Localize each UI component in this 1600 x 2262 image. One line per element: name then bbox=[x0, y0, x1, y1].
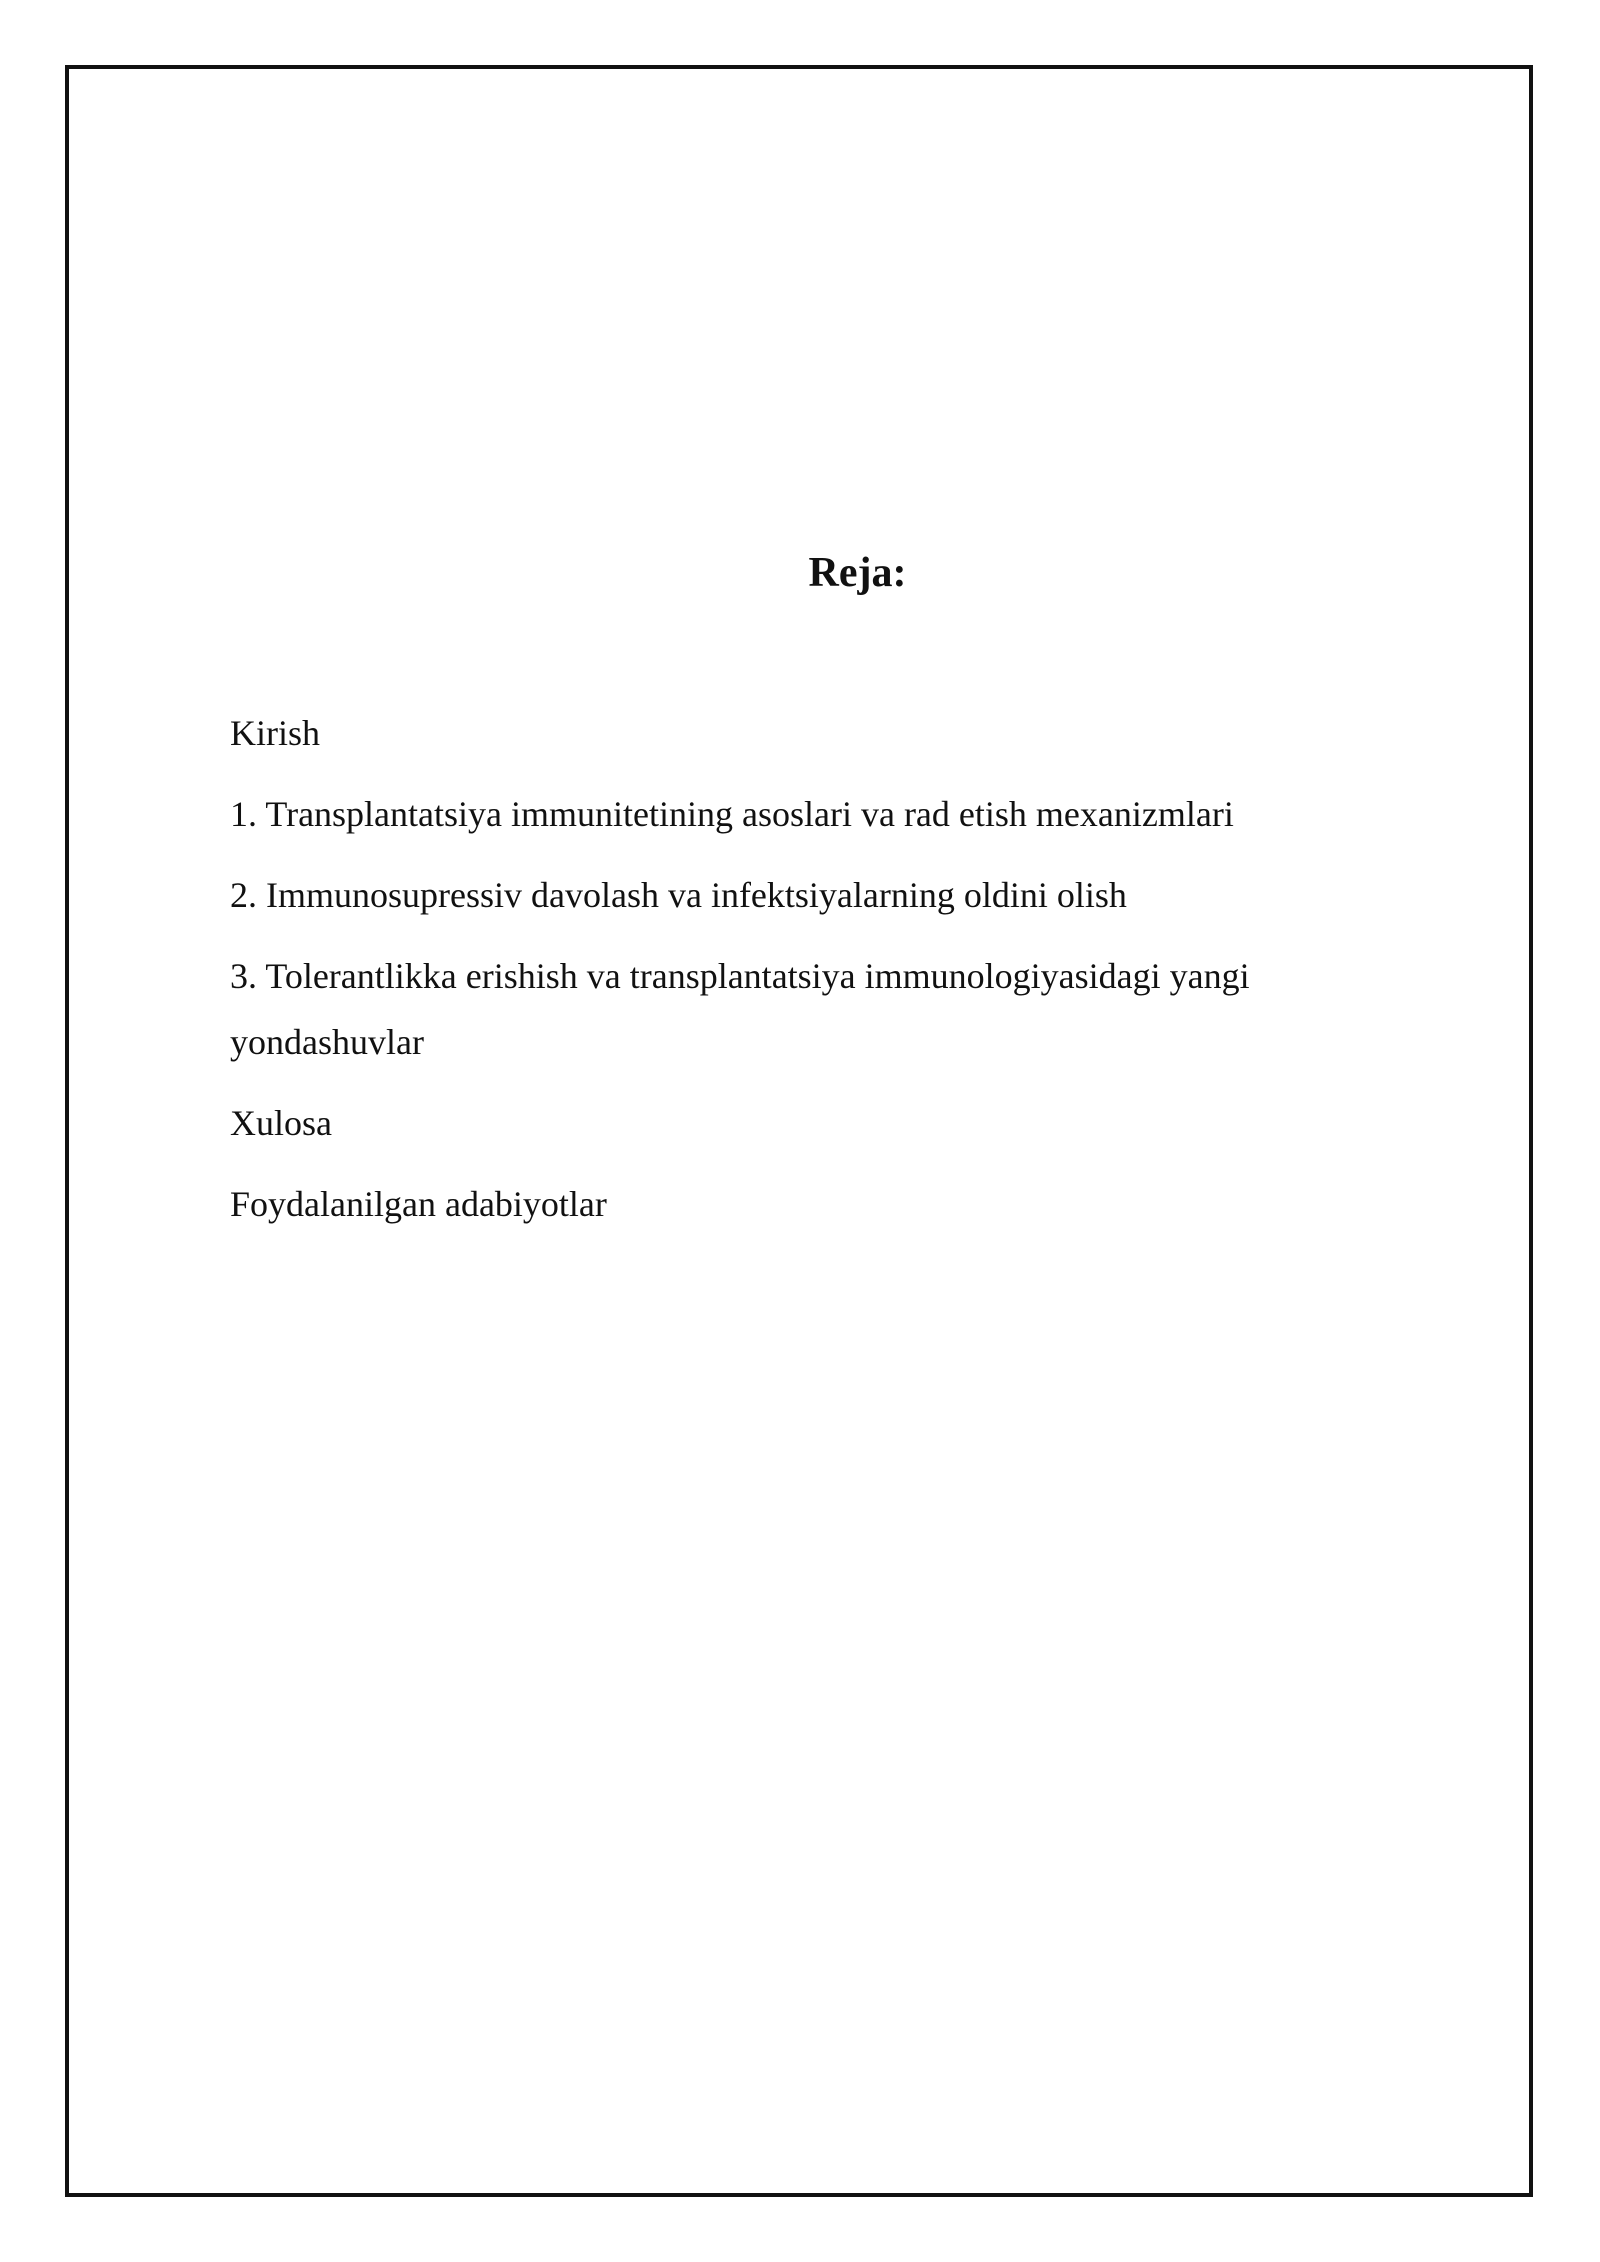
plan-item-section-2: 2. Immunosupressiv davolash va infektsiyalarning oldini olish bbox=[230, 875, 1127, 915]
plan-item-introduction: Kirish bbox=[230, 713, 320, 753]
plan-item-section-1: 1. Transplantatsiya immunitetining asoslari va rad etish mexanizmlari bbox=[230, 794, 1234, 834]
page-title: Reja: bbox=[808, 550, 907, 596]
plan-item-references: Foydalanilgan adabiyotlar bbox=[230, 1184, 607, 1224]
plan-item-conclusion: Xulosa bbox=[230, 1103, 332, 1143]
plan-item-section-3: 3. Tolerantlikka erishish va transplantatsiya immunologiyasidagi yangi yondashuvlar bbox=[230, 956, 1250, 1062]
plan-list bbox=[230, 700, 1350, 1252]
